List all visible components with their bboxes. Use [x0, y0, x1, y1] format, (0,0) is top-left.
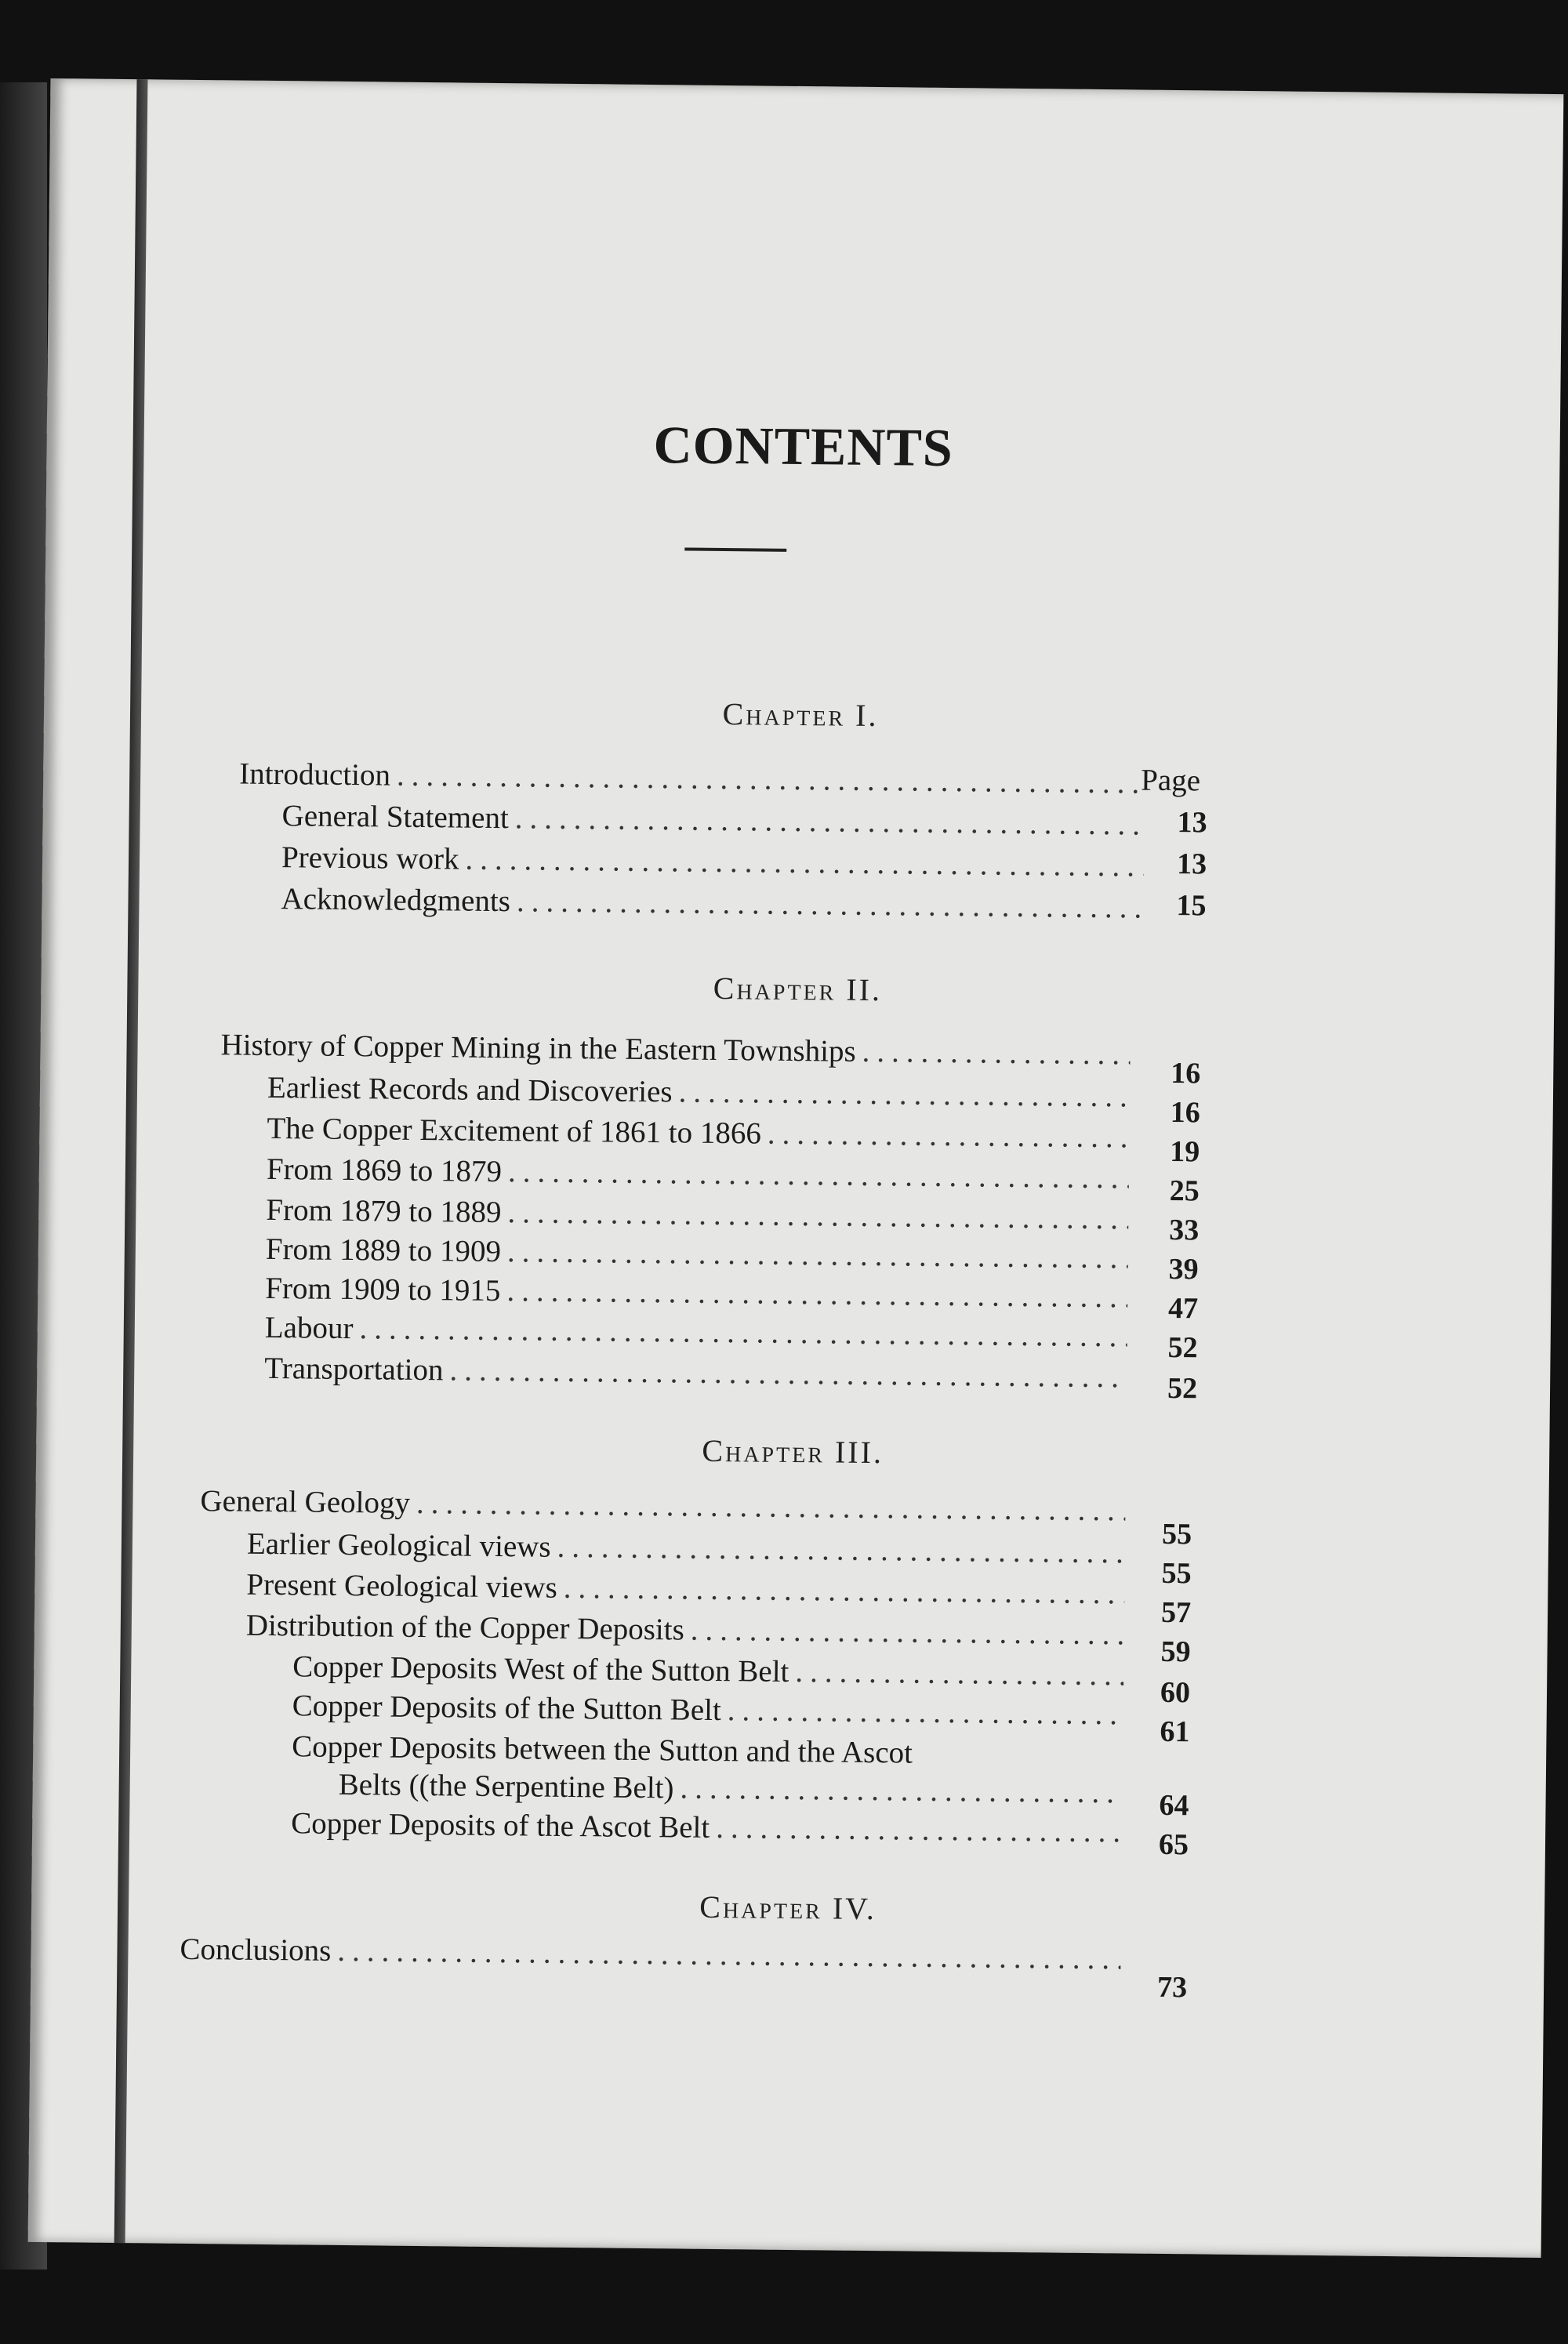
toc-entry[interactable]	[291, 1805, 1122, 1849]
toc-page-number: 52	[1167, 1371, 1198, 1406]
toc-entry-label: Copper Deposits between the Sutton and the Ascot	[292, 1729, 913, 1770]
toc-page-number: 61	[1160, 1714, 1190, 1749]
toc-page-number: 64	[1159, 1788, 1189, 1823]
toc-page-number: 15	[1176, 889, 1207, 923]
toc-entry[interactable]	[200, 1483, 1125, 1528]
toc-entry[interactable]	[267, 1152, 1129, 1196]
toc-entry[interactable]	[246, 1567, 1124, 1612]
toc-page-number: 13	[1176, 847, 1207, 881]
chapter-heading-1: Chapter I.	[722, 695, 879, 734]
toc-page-number: 52	[1167, 1330, 1198, 1365]
toc-entry-label: From 1909 to 1915	[265, 1271, 501, 1308]
toc-entry-label: Transportation	[264, 1351, 444, 1388]
toc-entry-label: Acknowledgments	[281, 882, 511, 919]
toc-entry[interactable]	[264, 1351, 1127, 1395]
toc-page-number: 59	[1160, 1635, 1191, 1669]
chapter-heading-4: Chapter IV.	[699, 1889, 877, 1927]
toc-entry-label: Present Geological views	[246, 1567, 558, 1605]
toc-entry-label: Belts ((the Serpentine Belt)	[338, 1767, 674, 1805]
toc-entry-label: From 1869 to 1879	[266, 1152, 503, 1189]
toc-page-number: 25	[1169, 1174, 1200, 1208]
toc-entry[interactable]	[281, 881, 1143, 926]
toc-entry[interactable]	[265, 1271, 1127, 1315]
chapter-heading-2: Chapter II.	[713, 970, 883, 1008]
toc-page-number: 57	[1160, 1595, 1192, 1630]
toc-entry[interactable]	[281, 798, 1144, 843]
title-rule	[684, 547, 786, 551]
toc-page-number: 47	[1167, 1291, 1199, 1326]
toc-entry[interactable]	[338, 1767, 1122, 1810]
toc-entry[interactable]	[292, 1688, 1123, 1732]
toc-entry[interactable]	[265, 1310, 1127, 1355]
toc-entry[interactable]	[180, 1932, 1120, 1977]
toc-entry-label: From 1889 to 1909	[265, 1232, 502, 1269]
toc-entry[interactable]	[292, 1729, 1123, 1773]
toc-entry-label: Copper Deposits West of the Sutton Belt	[292, 1649, 789, 1689]
toc-page-number: 60	[1160, 1675, 1191, 1710]
toc-entry-label: The Copper Excitement of 1861 to 1866	[267, 1111, 762, 1151]
toc-entry[interactable]	[267, 1111, 1129, 1156]
toc-entry-label: Previous work	[281, 840, 459, 876]
toc-entry[interactable]	[266, 1232, 1128, 1276]
toc-page-number: 19	[1170, 1134, 1200, 1169]
toc-entry-label: Conclusions	[180, 1932, 332, 1968]
toc-entry-label: General Geology	[200, 1484, 411, 1520]
toc-page-number: 55	[1161, 1517, 1192, 1551]
toc-entry[interactable]	[247, 1526, 1125, 1571]
toc-page-number: 73	[1156, 1970, 1188, 2005]
toc-page-number: 13	[1177, 806, 1207, 840]
toc-entry-label: Copper Deposits of the Ascot Belt	[290, 1806, 710, 1845]
toc-entry-label: Copper Deposits of the Sutton Belt	[292, 1689, 722, 1728]
toc-page-number: 16	[1171, 1057, 1201, 1090]
chapter-heading-3: Chapter III.	[702, 1432, 884, 1471]
toc-entry-label: Labour	[264, 1310, 354, 1346]
toc-entry[interactable]	[281, 840, 1144, 884]
page-title: CONTENTS	[653, 415, 954, 478]
toc-page-number: 33	[1168, 1213, 1200, 1247]
toc-entry-label: History of Copper Mining in the Eastern Townships	[220, 1028, 856, 1069]
toc-entry[interactable]	[239, 757, 1141, 801]
page-column-header: Page	[1140, 763, 1201, 798]
toc-page-number: 39	[1168, 1252, 1199, 1286]
toc-entry-label: General Statement	[281, 799, 510, 836]
toc-entry-label: Introduction	[239, 757, 391, 793]
toc-entry-label: From 1879 to 1889	[266, 1192, 502, 1230]
contents-page	[28, 78, 1564, 2258]
toc-entry-label: Earlier Geological views	[246, 1526, 551, 1564]
toc-entry[interactable]	[246, 1608, 1124, 1653]
toc-page-number: 16	[1170, 1096, 1200, 1130]
toc-page-number: 65	[1158, 1827, 1189, 1862]
toc-entry[interactable]	[220, 1027, 1130, 1072]
toc-entry[interactable]	[267, 1070, 1130, 1115]
toc-entry-label: Distribution of the Copper Deposits	[245, 1608, 685, 1647]
toc-page-number: 55	[1161, 1556, 1192, 1591]
toc-entry[interactable]	[292, 1649, 1123, 1693]
toc-entry-label: Earliest Records and Discoveries	[267, 1070, 673, 1109]
toc-entry[interactable]	[266, 1192, 1128, 1237]
